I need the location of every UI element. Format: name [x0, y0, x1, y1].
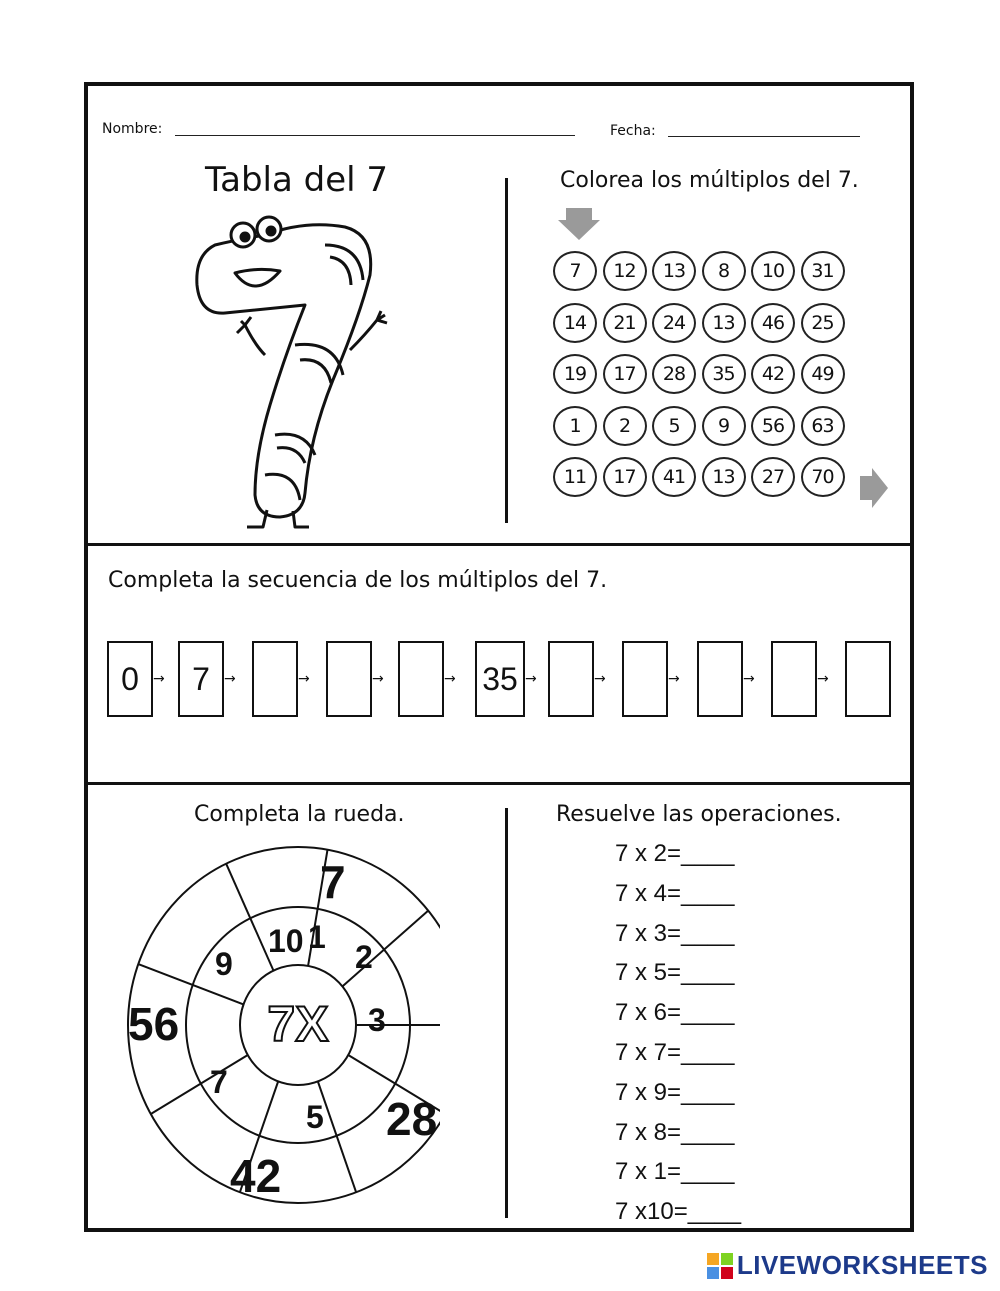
multiple-circle[interactable]: 17 — [603, 457, 647, 497]
operation-item[interactable]: 7 x 5=____ — [615, 959, 735, 987]
operation-item[interactable]: 7 x 6=____ — [615, 999, 735, 1027]
wheel-center: 7X — [267, 996, 329, 1052]
down-arrow-icon — [558, 208, 600, 240]
operations-instruction: Resuelve las operaciones. — [556, 802, 842, 827]
name-field[interactable] — [175, 135, 575, 136]
multiple-circle[interactable]: 70 — [801, 457, 845, 497]
page-title: Tabla del 7 — [205, 160, 389, 200]
operation-item[interactable]: 7 x 4=____ — [615, 879, 735, 907]
wheel-outer-2: 28 — [386, 1093, 438, 1145]
sequence-arrow-icon: → — [372, 671, 384, 687]
multiplication-wheel — [120, 835, 440, 1205]
section-divider-2 — [84, 782, 914, 785]
multiple-circle[interactable]: 7 — [553, 251, 597, 291]
operation-item[interactable]: 7 x 1=____ — [615, 1158, 735, 1186]
multiple-circle[interactable]: 49 — [801, 354, 845, 394]
multiple-circle[interactable]: 46 — [751, 303, 795, 343]
operation-item[interactable]: 7 x 8=____ — [615, 1118, 735, 1146]
wheel-inner-1: 10 — [268, 923, 304, 959]
wheel-spoke — [318, 1081, 356, 1192]
multiple-circle[interactable]: 19 — [553, 354, 597, 394]
multiple-circle[interactable]: 42 — [751, 354, 795, 394]
wheel-outer-4: 56 — [128, 998, 180, 1050]
multiple-circle[interactable]: 14 — [553, 303, 597, 343]
sequence-arrow-icon: → — [743, 671, 755, 687]
multiple-circle[interactable]: 9 — [702, 406, 746, 446]
seven-character-illustration — [185, 205, 405, 535]
multiple-circle[interactable]: 5 — [652, 406, 696, 446]
multiple-circle[interactable]: 10 — [751, 251, 795, 291]
sequence-arrow-icon: → — [298, 671, 310, 687]
operation-item[interactable]: 7 x 9=____ — [615, 1078, 735, 1106]
right-arrow-icon — [860, 468, 888, 508]
wheel-inner-5: 5 — [306, 1099, 324, 1135]
section-divider-1 — [84, 543, 914, 546]
multiple-circle[interactable]: 11 — [553, 457, 597, 497]
wheel-spoke — [226, 864, 273, 971]
sequence-instruction: Completa la secuencia de los múltiplos del 7. — [108, 568, 608, 593]
multiple-circle[interactable]: 8 — [702, 251, 746, 291]
multiple-circle[interactable]: 13 — [652, 251, 696, 291]
sequence-box[interactable] — [252, 641, 298, 717]
sequence-arrow-icon: → — [153, 671, 165, 687]
multiple-circle[interactable]: 31 — [801, 251, 845, 291]
sequence-arrow-icon: → — [668, 671, 680, 687]
color-instruction: Colorea los múltiplos del 7. — [560, 168, 859, 193]
multiple-circle[interactable]: 24 — [652, 303, 696, 343]
wheel-spoke — [151, 1055, 248, 1114]
wheel-instruction: Completa la rueda. — [194, 802, 405, 827]
wheel-inner-2: 1 — [308, 919, 326, 955]
sequence-arrow-icon: → — [594, 671, 606, 687]
multiple-circle[interactable]: 25 — [801, 303, 845, 343]
multiple-circle[interactable]: 21 — [603, 303, 647, 343]
operation-item[interactable]: 7 x 3=____ — [615, 919, 735, 947]
wheel-inner-4: 3 — [368, 1002, 386, 1038]
multiple-circle[interactable]: 1 — [553, 406, 597, 446]
bottom-vertical-divider — [505, 808, 508, 1218]
sequence-box[interactable] — [845, 641, 891, 717]
liveworksheets-logo-icon — [707, 1253, 733, 1279]
multiple-circle[interactable]: 56 — [751, 406, 795, 446]
multiple-circle[interactable]: 63 — [801, 406, 845, 446]
top-vertical-divider — [505, 178, 508, 523]
sequence-box[interactable] — [697, 641, 743, 717]
multiple-circle[interactable]: 35 — [702, 354, 746, 394]
sequence-arrow-icon: → — [525, 671, 537, 687]
sequence-box: 7 — [178, 641, 224, 717]
date-field[interactable] — [668, 136, 860, 137]
name-label: Nombre: — [102, 121, 163, 137]
operation-item[interactable]: 7 x 7=____ — [615, 1039, 735, 1066]
operation-item[interactable]: 7 x 2=____ — [615, 840, 735, 867]
sequence-arrow-icon: → — [444, 671, 456, 687]
operation-item[interactable]: 7 x10=____ — [615, 1198, 742, 1226]
wheel-inner-3: 2 — [355, 939, 373, 975]
multiple-circle[interactable]: 13 — [702, 457, 746, 497]
wheel-outer-1: 7 — [320, 856, 346, 908]
multiple-circle[interactable]: 12 — [603, 251, 647, 291]
wheel-inner-7: 9 — [215, 946, 233, 982]
sequence-box[interactable] — [326, 641, 372, 717]
sequence-box[interactable] — [622, 641, 668, 717]
brand-name: LIVEWORKSHEETS — [736, 1250, 988, 1280]
sequence-box: 35 — [475, 641, 525, 717]
sequence-box: 0 — [107, 641, 153, 717]
sequence-arrow-icon: → — [817, 671, 829, 687]
multiple-circle[interactable]: 2 — [603, 406, 647, 446]
multiple-circle[interactable]: 27 — [751, 457, 795, 497]
date-label: Fecha: — [610, 123, 656, 139]
multiple-circle[interactable]: 41 — [652, 457, 696, 497]
sequence-box[interactable] — [548, 641, 594, 717]
multiple-circle[interactable]: 13 — [702, 303, 746, 343]
multiple-circle[interactable]: 17 — [603, 354, 647, 394]
multiple-circle[interactable]: 28 — [652, 354, 696, 394]
sequence-box[interactable] — [771, 641, 817, 717]
wheel-outer-3: 42 — [230, 1150, 282, 1202]
sequence-box[interactable] — [398, 641, 444, 717]
footer-brand — [707, 1250, 988, 1281]
sequence-arrow-icon: → — [224, 671, 236, 687]
wheel-inner-6: 7 — [210, 1064, 228, 1100]
